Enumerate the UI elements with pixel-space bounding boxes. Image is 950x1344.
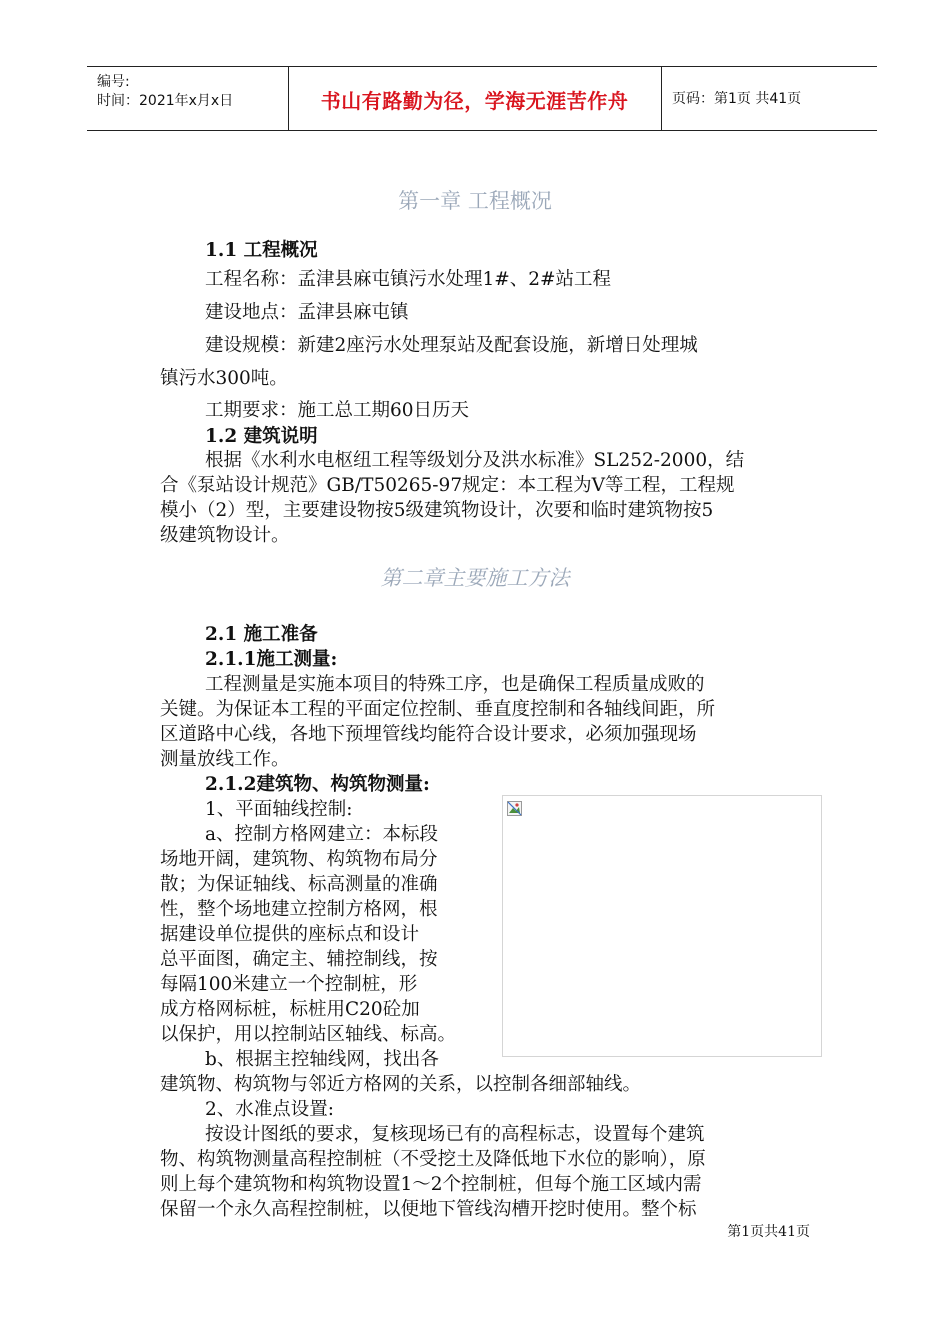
section-2-1-1-heading: 2.1.1施工测量: (205, 649, 338, 670)
b-text-line2: 建筑物、构筑物与邻近方格网的关系，以控制各细部轴线。 (160, 1074, 642, 1095)
header-motto-cell (288, 67, 662, 130)
benchmark-text-line: 按设计图纸的要求，复核现场已有的高程标志，设置每个建筑 (205, 1124, 705, 1145)
grid-text-line: 散；为保证轴线、标高测量的准确 (160, 874, 438, 895)
grid-text-line: 场地开阔，建筑物、构筑物布局分 (160, 849, 438, 870)
project-location: 建设地点：孟津县麻屯镇 (205, 302, 409, 323)
section-2-1-heading: 2.1 施工准备 (205, 624, 318, 645)
grid-text-line: 每隔100米建立一个控制桩，形 (160, 974, 418, 995)
header-motto: 书山有路勤为径，学海无涯苦作舟 (320, 89, 629, 113)
project-name: 工程名称：孟津县麻屯镇污水处理1#、2#站工程 (205, 269, 612, 290)
axis-control-heading: 1、平面轴线控制: (205, 799, 353, 820)
survey-text-line: 工程测量是实施本项目的特殊工序，也是确保工程质量成败的 (205, 674, 705, 695)
grid-text-line: 以保护，用以控制站区轴线、标高。 (160, 1024, 457, 1045)
arch-text-line: 合《泵站设计规范》GB/T50265-97规定：本工程为Ⅴ等工程，工程规 (160, 475, 735, 496)
section-1-1-heading: 1.1 工程概况 (205, 240, 318, 261)
benchmark-text-line: 保留一个永久高程控制桩，以便地下管线沟槽开挖时使用。整个标 (160, 1199, 697, 1220)
broken-image-icon (507, 801, 522, 816)
grid-text-line: a、控制方格网建立：本标段 (205, 824, 439, 845)
project-scale-line2: 镇污水300吨。 (160, 368, 288, 389)
header-page-info: 页码：第1页 共41页 (672, 91, 802, 107)
project-period: 工期要求：施工总工期60日历天 (205, 400, 470, 421)
arch-text-line: 级建筑物设计。 (160, 525, 290, 546)
header-meta-cell (87, 67, 289, 130)
survey-text-line: 区道路中心线，各地下预埋管线均能符合设计要求，必须加强现场 (160, 724, 697, 745)
arch-text-line: 根据《水利水电枢纽工程等级划分及洪水标准》SL252-2000，结 (205, 450, 745, 471)
grid-text-line: 性，整个场地建立控制方格网，根 (160, 899, 438, 920)
arch-text-line: 模小（2）型，主要建设物按5级建筑物设计，次要和临时建筑物按5 (160, 500, 714, 521)
survey-text-line: 关键。为保证本工程的平面定位控制、垂直度控制和各轴线间距，所 (160, 699, 716, 720)
project-scale-line1: 建设规模：新建2座污水处理泵站及配套设施，新增日处理城 (205, 335, 698, 356)
grid-text-line: 据建设单位提供的座标点和设计 (160, 924, 420, 945)
section-2-1-2-heading: 2.1.2建筑物、构筑物测量: (205, 774, 430, 795)
grid-text-line: 总平面图，确定主、辅控制线，按 (160, 949, 438, 970)
date-label: 时间：2021年x月x日 (97, 93, 234, 109)
benchmark-heading: 2、水准点设置: (205, 1099, 335, 1120)
header-page-cell (662, 67, 877, 130)
survey-text-line: 测量放线工作。 (160, 749, 290, 770)
b-text-line1: b、根据主控轴线网，找出各 (205, 1049, 439, 1070)
section-1-2-heading: 1.2 建筑说明 (205, 426, 318, 447)
chapter2-title: 第二章主要施工方法 (380, 566, 570, 590)
embedded-figure-placeholder (502, 795, 822, 1057)
chapter1-title: 第一章 工程概况 (398, 189, 552, 213)
grid-text-line: 成方格网标桩，标桩用C20砼加 (160, 999, 420, 1020)
benchmark-text-line: 物、构筑物测量高程控制桩（不受挖土及降低地下水位的影响），原 (160, 1149, 706, 1170)
page-footer: 第1页共41页 (727, 1224, 810, 1240)
page-header (87, 66, 877, 131)
serial-label: 编号: (97, 74, 130, 90)
benchmark-text-line: 则上每个建筑物和构筑物设置1～2个控制桩，但每个施工区域内需 (160, 1174, 702, 1195)
